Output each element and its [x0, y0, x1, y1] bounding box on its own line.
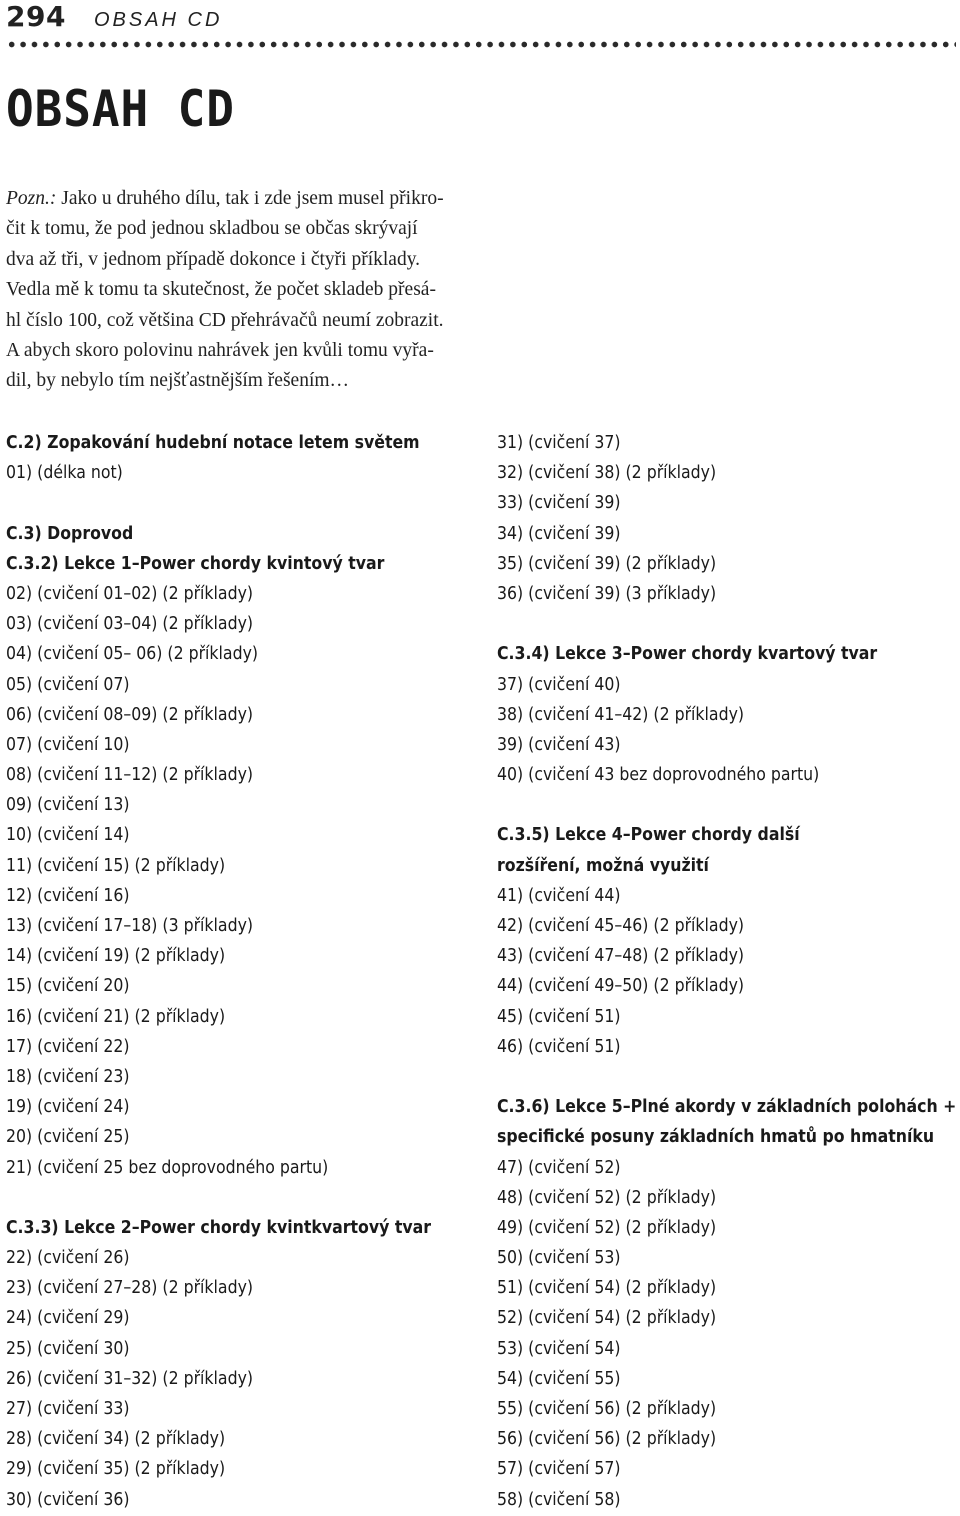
track-item: 52) (cvičení 54) (2 příklady): [497, 1308, 717, 1329]
note-line: hl číslo 100, což většina CD přehrávačů neumí zobrazit.: [6, 309, 444, 331]
note-paragraph: [6, 184, 476, 397]
track-item: 40) (cvičení 43 bez doprovodného partu): [497, 765, 820, 786]
track-item: 24) (cvičení 29): [6, 1308, 130, 1329]
track-item: 10) (cvičení 14): [6, 825, 130, 846]
dotted-divider: [6, 40, 956, 49]
track-item: 54) (cvičení 55): [497, 1368, 621, 1389]
track-item: 09) (cvičení 13): [6, 795, 130, 816]
track-item: 14) (cvičení 19) (2 příklady): [6, 946, 226, 967]
track-list-right: [497, 428, 957, 1515]
track-item: 46) (cvičení 51): [497, 1036, 621, 1057]
section-heading: C.3.3) Lekce 2–Power chordy kvintkvartový tvar: [6, 1217, 432, 1238]
track-item: 15) (cvičení 20): [6, 976, 130, 997]
track-item: 34) (cvičení 39): [497, 523, 621, 544]
track-item: 21) (cvičení 25 bez doprovodného partu): [6, 1157, 329, 1178]
track-list-left: [6, 428, 476, 1515]
track-item: 02) (cvičení 01–02) (2 příklady): [6, 583, 254, 604]
track-item: 01) (délka not): [6, 463, 123, 484]
track-item: 36) (cvičení 39) (3 příklady): [497, 583, 717, 604]
section-heading: C.3) Doprovod: [6, 523, 134, 544]
note-label: Pozn.:: [6, 188, 57, 209]
spacer: [6, 1183, 476, 1213]
track-item: 37) (cvičení 40): [497, 674, 621, 695]
track-item: 38) (cvičení 41–42) (2 příklady): [497, 704, 745, 725]
page-header: [6, 0, 222, 40]
note-line: čit k tomu, že pod jednou skladbou se občas skrývají: [6, 218, 418, 240]
spacer: [497, 790, 957, 820]
track-item: 51) (cvičení 54) (2 příklady): [497, 1278, 717, 1299]
page-number: 294: [6, 0, 66, 33]
track-item: 23) (cvičení 27–28) (2 příklady): [6, 1278, 254, 1299]
track-item: 33) (cvičení 39): [497, 493, 621, 514]
section-heading: C.3.5) Lekce 4–Power chordy další: [497, 825, 800, 846]
track-item: 57) (cvičení 57): [497, 1459, 621, 1480]
track-item: 12) (cvičení 16): [6, 885, 130, 906]
track-item: 28) (cvičení 34) (2 příklady): [6, 1429, 226, 1450]
track-item: 56) (cvičení 56) (2 příklady): [497, 1429, 717, 1450]
note-line: dva až tři, v jednom případě dokonce i čtyři příklady.: [6, 248, 421, 270]
track-item: 35) (cvičení 39) (2 příklady): [497, 553, 717, 574]
track-item: 50) (cvičení 53): [497, 1248, 621, 1269]
track-item: 44) (cvičení 49–50) (2 příklady): [497, 976, 745, 997]
track-item: 25) (cvičení 30): [6, 1338, 130, 1359]
note-line-text: Jako u druhého dílu, tak i zde jsem musel přikro-: [56, 188, 444, 209]
track-item: 47) (cvičení 52): [497, 1157, 621, 1178]
track-item: 42) (cvičení 45–46) (2 příklady): [497, 916, 745, 936]
note-line: A abych skoro polovinu nahrávek jen kvůli tomu vyřa-: [6, 340, 434, 362]
track-item: 03) (cvičení 03–04) (2 příklady): [6, 614, 254, 635]
section-heading: C.2) Zopakování hudební notace letem světem: [6, 433, 420, 453]
running-title: OBSAH CD: [93, 9, 223, 31]
note-line: Vedla mě k tomu ta skutečnost, že počet skladeb přesá-: [6, 279, 436, 301]
section-heading: rozšíření, možná využití: [497, 855, 709, 876]
track-item: 48) (cvičení 52) (2 příklady): [497, 1187, 717, 1208]
track-item: 55) (cvičení 56) (2 příklady): [497, 1399, 717, 1419]
note-line: dil, by nebylo tím nejšťastnějším řešením…: [6, 370, 350, 392]
section-heading: C.3.2) Lekce 1–Power chordy kvintový tvar: [6, 553, 385, 574]
track-item: 17) (cvičení 22): [6, 1036, 130, 1057]
track-item: 06) (cvičení 08–09) (2 příklady): [6, 704, 254, 725]
track-item: 32) (cvičení 38) (2 příklady): [497, 463, 717, 484]
track-item: 08) (cvičení 11–12) (2 příklady): [6, 765, 254, 786]
page-title: OBSAH CD: [6, 80, 235, 138]
spacer: [497, 1062, 957, 1092]
section-heading: C.3.6) Lekce 5–Plné akordy v základních polohách +: [497, 1097, 957, 1118]
section-heading: specifické posuny základních hmatů po hmatníku: [497, 1127, 935, 1148]
track-item: 27) (cvičení 33): [6, 1399, 130, 1419]
track-item: 29) (cvičení 35) (2 příklady): [6, 1459, 226, 1480]
track-item: 05) (cvičení 07): [6, 674, 130, 695]
spacer: [497, 609, 957, 639]
section-heading: C.3.4) Lekce 3–Power chordy kvartový tvar: [497, 644, 878, 665]
track-item: 16) (cvičení 21) (2 příklady): [6, 1006, 226, 1027]
track-item: 19) (cvičení 24): [6, 1097, 130, 1118]
note-line: [6, 184, 476, 214]
track-item: 18) (cvičení 23): [6, 1066, 130, 1087]
track-item: 07) (cvičení 10): [6, 734, 130, 755]
track-item: 49) (cvičení 52) (2 příklady): [497, 1217, 717, 1238]
spacer: [6, 488, 476, 518]
track-item: 11) (cvičení 15) (2 příklady): [6, 855, 226, 876]
track-item: 39) (cvičení 43): [497, 734, 621, 755]
track-item: 41) (cvičení 44): [497, 885, 621, 906]
track-item: 53) (cvičení 54): [497, 1338, 621, 1359]
track-item: 31) (cvičení 37): [497, 433, 621, 453]
track-item: 13) (cvičení 17–18) (3 příklady): [6, 916, 254, 936]
track-item: 43) (cvičení 47–48) (2 příklady): [497, 946, 745, 967]
track-item: 20) (cvičení 25): [6, 1127, 130, 1148]
track-item: 58) (cvičení 58): [497, 1489, 621, 1510]
track-item: 45) (cvičení 51): [497, 1006, 621, 1027]
track-item: 26) (cvičení 31–32) (2 příklady): [6, 1368, 254, 1389]
track-item: 04) (cvičení 05– 06) (2 příklady): [6, 644, 259, 665]
track-item: 22) (cvičení 26): [6, 1248, 130, 1269]
track-item: 30) (cvičení 36): [6, 1489, 130, 1510]
